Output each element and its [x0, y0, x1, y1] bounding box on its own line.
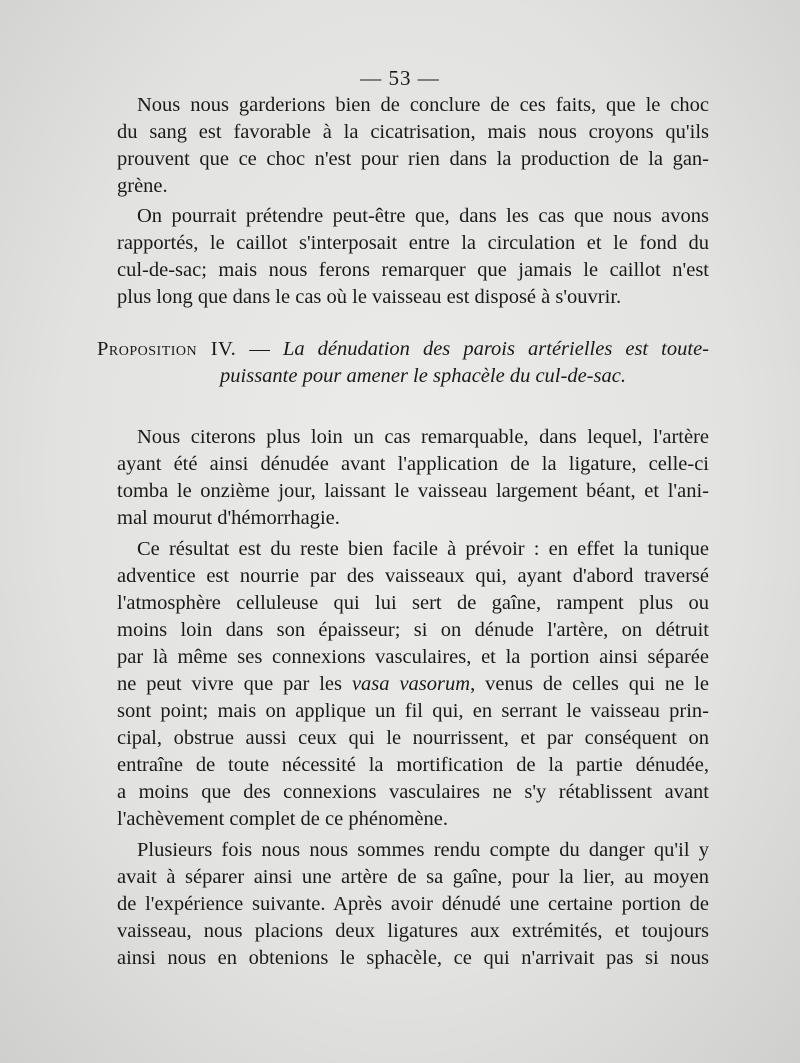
- text-line: cipal, obstrue aussi ceux qui le nourrissent, et par conséquent on: [117, 727, 709, 749]
- text-line: sont point; mais on applique un fil qui, en serrant le vaisseau prin-: [117, 700, 709, 722]
- proposition-text-2: puissante pour amener le sphacèle du cul-de-sac.: [220, 365, 626, 387]
- text-line: Nous citerons plus loin un cas remarquable, dans lequel, l'artère: [137, 426, 709, 448]
- text-line: a moins que des connexions vasculaires ne s'y rétablissent avant: [117, 781, 709, 803]
- paragraph-4: [97, 536, 709, 833]
- text-line: ainsi nous en obtenions le sphacèle, ce qui n'arrivait pas si nous: [117, 947, 709, 969]
- text-line: prouvent que ce choc n'est pour rien dans la production de la gan-: [117, 148, 709, 170]
- paragraph-3: [97, 424, 709, 532]
- text-line: avait à séparer ainsi une artère de sa gaîne, pour la lier, au moyen: [117, 866, 709, 888]
- text-line: cul-de-sac; mais nous ferons remarquer que jamais le caillot n'est: [117, 259, 709, 281]
- text-line: grène.: [117, 175, 168, 197]
- proposition-dash: —: [236, 338, 283, 360]
- text-line: adventice est nourrie par des vaisseaux qui, ayant d'abord traversé: [117, 565, 709, 587]
- proposition-line-1: [97, 336, 709, 363]
- text-line: ne peut vivre que par les vasa vasorum, venus de celles qui ne le: [117, 673, 709, 695]
- text-block-top: [97, 92, 709, 311]
- text-block-bottom: [97, 424, 709, 972]
- text-line: par là même ses connexions vasculaires, et la portion ainsi séparée: [117, 646, 709, 668]
- text-line: Ce résultat est du reste bien facile à prévoir : en effet la tunique: [137, 538, 709, 560]
- paragraph-1: [97, 92, 709, 200]
- text-line: du sang est favorable à la cicatrisation, mais nous croyons qu'ils: [117, 121, 709, 143]
- paragraph-5: [97, 837, 709, 972]
- text-line: moins loin dans son épaisseur; si on dénude l'artère, on détruit: [117, 619, 709, 641]
- text-line: tomba le onzième jour, laissant le vaisseau largement béant, et l'ani-: [117, 480, 709, 502]
- proposition-label: Proposition IV.: [97, 338, 237, 360]
- text-line: vaisseau, nous placions deux ligatures aux extrémités, et toujours: [117, 920, 709, 942]
- proposition-heading: [97, 336, 709, 390]
- text-line: l'atmosphère celluleuse qui lui sert de gaîne, rampent plus ou: [117, 592, 709, 614]
- text-line: On pourrait prétendre peut-être que, dans les cas que nous avons: [137, 205, 709, 227]
- text-line: de l'expérience suivante. Après avoir dénudé une certaine portion de: [117, 893, 709, 915]
- text-line: entraîne de toute nécessité la mortification de la partie dénudée,: [117, 754, 709, 776]
- text-line: l'achèvement complet de ce phénomène.: [117, 808, 448, 830]
- text-line: ayant été ainsi dénudée avant l'application de la ligature, celle-ci: [117, 453, 709, 475]
- text-line: mal mourut d'hémorrhagie.: [117, 507, 340, 529]
- latin-term: vasa vasorum: [351, 673, 471, 695]
- proposition-text-1: La dénudation des parois artérielles est toute-: [282, 338, 710, 360]
- page-number: — 53 —: [360, 66, 440, 90]
- text-line: Plusieurs fois nous nous sommes rendu compte du danger qu'il y: [137, 839, 709, 861]
- paragraph-2: [97, 203, 709, 311]
- text-line: rapportés, le caillot s'interposait entre la circulation et le fond du: [117, 232, 709, 254]
- text-line: Nous nous garderions bien de conclure de ces faits, que le choc: [137, 94, 709, 116]
- text-line: plus long que dans le cas où le vaisseau est disposé à s'ouvrir.: [117, 286, 622, 308]
